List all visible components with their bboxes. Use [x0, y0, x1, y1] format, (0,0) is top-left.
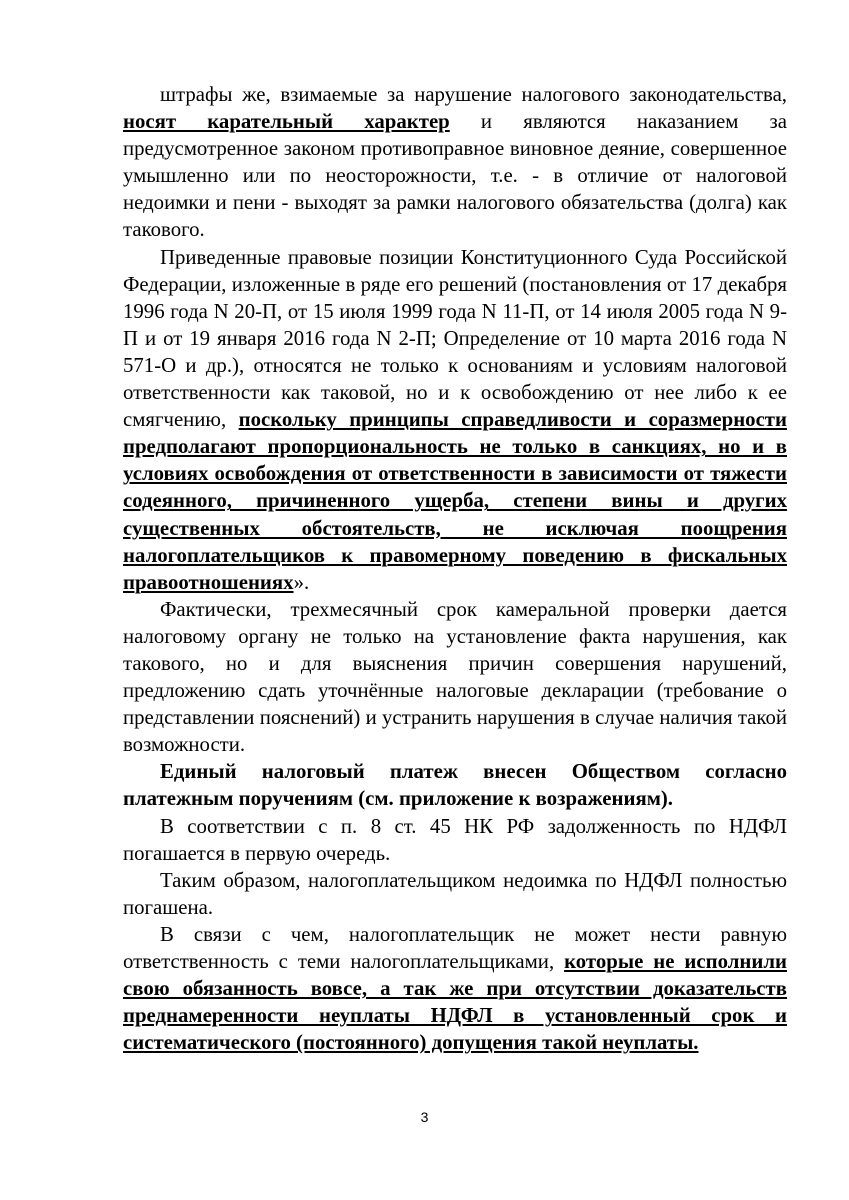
paragraph-responsibility — [123, 921, 787, 1056]
paragraph-tax-code: В соответствии с п. 8 ст. 45 НК РФ задолженность по НДФЛ погашается в первую очередь. — [123, 814, 787, 865]
paragraph-text: В связи с чем, налогоплательщик не может нести равную ответственность с теми налогоплательщиками, — [123, 922, 787, 973]
emphasis-text: которые не исполнили свою обязанность вовсе, а так же при отсутствии доказательств преднамеренности неуплаты НДФЛ в установленный срок и систематического (постоянного) допущения такой неуплаты. — [123, 950, 787, 1055]
paragraph-text: и являются наказанием за предусмотренное законом противоправное виновное деяние, совершенное умышленно или по неосторожности, т.е. - в отличие от налоговой недоимки и пени - выходят за рамки налогового обязательства (долга) как такового. — [123, 110, 787, 242]
emphasis-text: поскольку принципы справедливости и соразмерности предполагают пропорциональность не только в санкциях, но и в условиях освобождения от ответственности в зависимости от тяжести содеянного, причиненного ущерба, степени вины и других существенных обстоятельств, не исключая поощрения налогоплательщиков к правомерному поведению в фискальных правоотношениях — [123, 408, 787, 594]
page-number: 3 — [420, 1109, 429, 1125]
paragraph-text: ». — [293, 570, 310, 594]
emphasis-text: носят карательный характер — [123, 110, 450, 134]
paragraph-constitutional-court — [123, 244, 787, 596]
paragraph-text: штрафы же, взимаемые за нарушение налогового законодательства, — [160, 83, 787, 106]
paragraph-fines — [123, 79, 787, 244]
document-page — [123, 79, 787, 1056]
paragraph-audit-period: Фактически, трехмесячный срок камеральной проверки дается налоговому органу не только на установление факта нарушения, как такового, но и для выяснения причин совершения нарушений, предложению сдать уточнённые налоговые декларации (требование о представлении пояснений) и устранить нарушения в случае наличия такой возможности. — [123, 597, 787, 757]
paragraph-debt-paid: Таким образом, налогоплательщиком недоимка по НДФЛ полностью погашена. — [123, 868, 787, 919]
paragraph-single-payment: Единый налоговый платеж внесен Обществом согласно платежным поручениям (см. приложение к возражениям). — [123, 760, 787, 811]
paragraph-text: Приведенные правовые позиции Конституционного Суда Российской Федерации, изложенные в ряде его решений (постановления от 17 декабря 1996 года N 20-П, от 15 июля 1999 года N 11-П, от 14 июля 2005 года N 9-П и от 19 января 2016 года N 2-П; Определение от 10 марта 2016 года N 571-О и др.), относятся не только к основаниям и условиям налоговой ответственности как таковой, но и к освобождению от нее либо к ее смягчению, — [123, 245, 787, 432]
